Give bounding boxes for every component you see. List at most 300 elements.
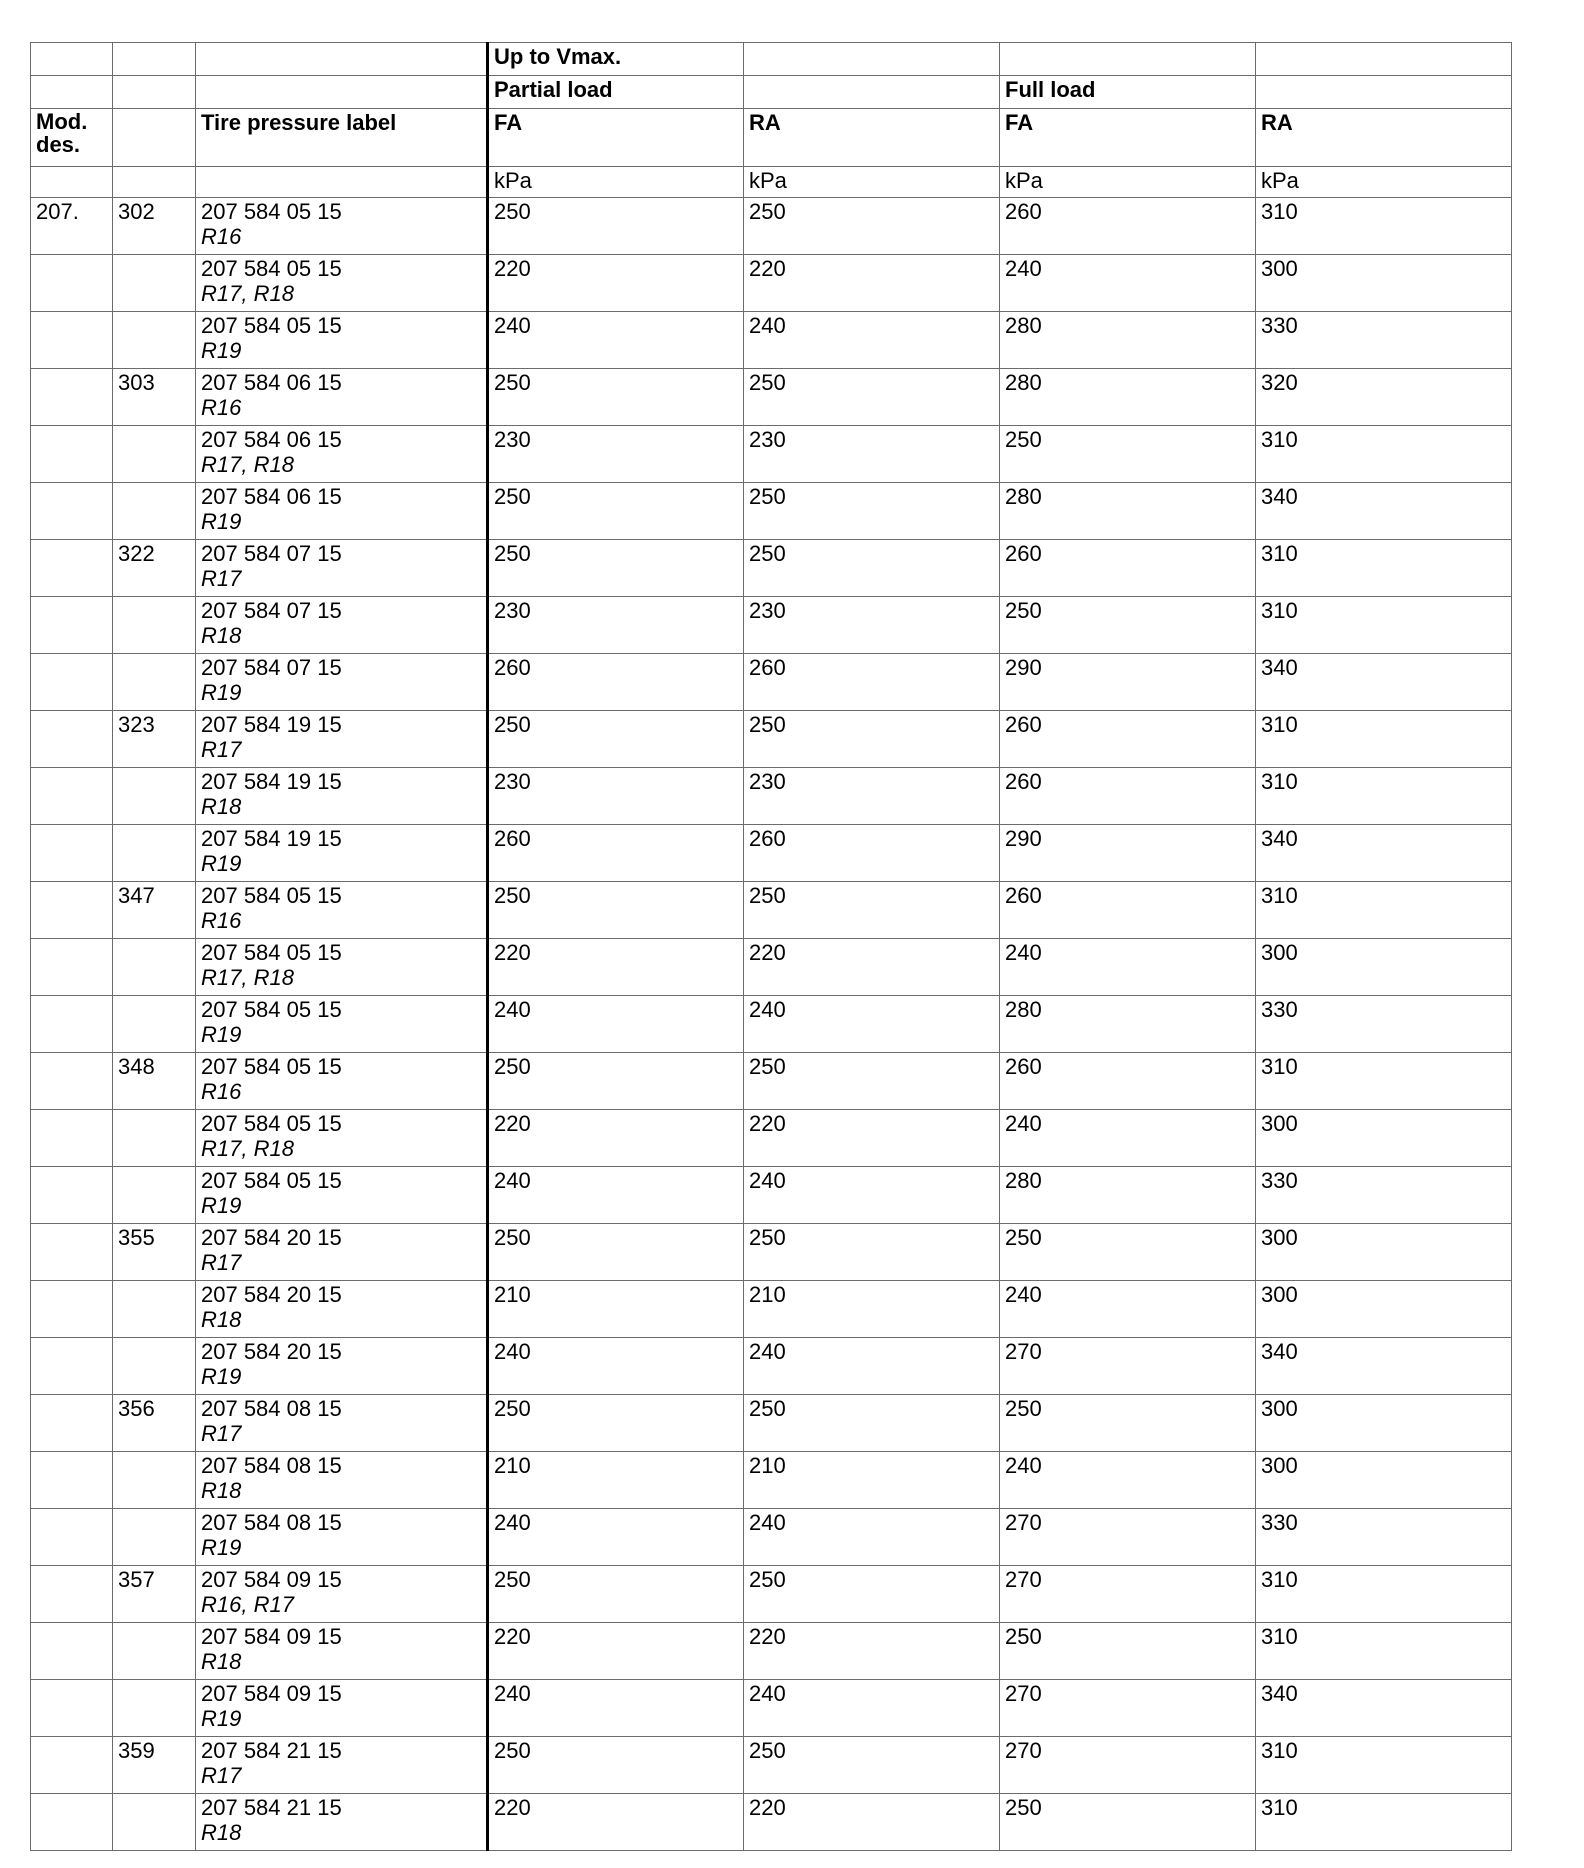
full-ra-cell: 310: [1256, 198, 1512, 255]
label-cell: [196, 540, 488, 597]
table-row: [31, 1737, 1512, 1794]
full-fa-cell: 260: [1000, 711, 1256, 768]
partial-fa-cell: 260: [488, 825, 744, 882]
label-cell: [196, 768, 488, 825]
full-ra-cell: 340: [1256, 483, 1512, 540]
full-fa-cell: 250: [1000, 426, 1256, 483]
partial-fa-cell: 240: [488, 1680, 744, 1737]
rim-size: R19: [201, 1193, 242, 1218]
partial-ra-cell: 260: [744, 654, 1000, 711]
label-number: 207 584 05 15: [201, 1168, 342, 1193]
rim-size: R19: [201, 1706, 242, 1731]
partial-ra-cell: 250: [744, 1566, 1000, 1623]
variant-cell: 355: [113, 1224, 196, 1281]
header-cell-empty: [196, 167, 488, 198]
model-cell: [31, 1509, 113, 1566]
model-cell: [31, 597, 113, 654]
table-row: [31, 1167, 1512, 1224]
full-fa-cell: 260: [1000, 1053, 1256, 1110]
partial-fa-unit: kPa: [488, 167, 744, 198]
full-ra-cell: 300: [1256, 1452, 1512, 1509]
partial-ra-cell: 230: [744, 597, 1000, 654]
full-fa-cell: 240: [1000, 1110, 1256, 1167]
partial-ra-cell: 220: [744, 1110, 1000, 1167]
model-cell: [31, 1794, 113, 1851]
full-load-header: Full load: [1000, 76, 1256, 109]
label-number: 207 584 05 15: [201, 940, 342, 965]
rim-size: R18: [201, 794, 242, 819]
rim-size: R16: [201, 395, 242, 420]
variant-cell: [113, 1167, 196, 1224]
table-row: [31, 483, 1512, 540]
label-cell: [196, 597, 488, 654]
variant-cell: [113, 1452, 196, 1509]
label-cell: [196, 711, 488, 768]
header-cell-empty: [113, 76, 196, 109]
header-row-columns: [31, 109, 1512, 167]
header-cell-empty: [113, 109, 196, 167]
variant-cell: [113, 1680, 196, 1737]
full-fa-cell: 240: [1000, 939, 1256, 996]
rim-size: R16: [201, 908, 242, 933]
rim-size: R18: [201, 623, 242, 648]
partial-ra-cell: 240: [744, 312, 1000, 369]
full-fa-header: FA: [1000, 109, 1256, 167]
model-cell: [31, 1737, 113, 1794]
variant-cell: [113, 939, 196, 996]
label-cell: [196, 1737, 488, 1794]
variant-cell: 348: [113, 1053, 196, 1110]
full-ra-cell: 310: [1256, 768, 1512, 825]
label-number: 207 584 05 15: [201, 313, 342, 338]
model-cell: [31, 882, 113, 939]
mod-des-header: Mod. des.: [31, 109, 113, 167]
label-cell: [196, 1509, 488, 1566]
rim-size: R17: [201, 1421, 242, 1446]
full-fa-cell: 250: [1000, 597, 1256, 654]
partial-fa-cell: 230: [488, 768, 744, 825]
label-number: 207 584 06 15: [201, 427, 342, 452]
partial-ra-cell: 240: [744, 1338, 1000, 1395]
partial-fa-cell: 250: [488, 198, 744, 255]
partial-ra-cell: 220: [744, 1623, 1000, 1680]
table-row: [31, 369, 1512, 426]
table-row: [31, 1395, 1512, 1452]
table-row: [31, 1566, 1512, 1623]
model-cell: [31, 483, 113, 540]
rim-size: R19: [201, 1022, 242, 1047]
table-row: [31, 597, 1512, 654]
header-row-units: [31, 167, 1512, 198]
table-row: [31, 1110, 1512, 1167]
label-cell: [196, 198, 488, 255]
variant-cell: [113, 654, 196, 711]
rim-size: R17, R18: [201, 452, 294, 477]
full-ra-cell: 330: [1256, 1509, 1512, 1566]
full-fa-cell: 270: [1000, 1737, 1256, 1794]
full-ra-cell: 340: [1256, 825, 1512, 882]
partial-fa-cell: 250: [488, 1395, 744, 1452]
partial-ra-cell: 230: [744, 426, 1000, 483]
label-number: 207 584 19 15: [201, 769, 342, 794]
full-fa-cell: 250: [1000, 1224, 1256, 1281]
full-ra-cell: 310: [1256, 1053, 1512, 1110]
full-ra-cell: 330: [1256, 996, 1512, 1053]
model-cell: [31, 540, 113, 597]
partial-fa-cell: 240: [488, 996, 744, 1053]
partial-fa-cell: 250: [488, 1053, 744, 1110]
label-number: 207 584 05 15: [201, 883, 342, 908]
partial-ra-cell: 240: [744, 1167, 1000, 1224]
full-ra-cell: 300: [1256, 1224, 1512, 1281]
full-ra-cell: 300: [1256, 1395, 1512, 1452]
partial-ra-unit: kPa: [744, 167, 1000, 198]
full-ra-cell: 320: [1256, 369, 1512, 426]
label-cell: [196, 426, 488, 483]
full-fa-cell: 260: [1000, 540, 1256, 597]
variant-cell: [113, 483, 196, 540]
label-cell: [196, 882, 488, 939]
model-cell: [31, 1680, 113, 1737]
label-number: 207 584 05 15: [201, 1054, 342, 1079]
rim-size: R19: [201, 680, 242, 705]
table-row: [31, 426, 1512, 483]
label-number: 207 584 20 15: [201, 1339, 342, 1364]
table-row: [31, 939, 1512, 996]
tire-pressure-label-header: Tire pressure label: [196, 109, 488, 167]
partial-load-header: Partial load: [488, 76, 744, 109]
model-cell: 207.: [31, 198, 113, 255]
label-cell: [196, 1623, 488, 1680]
variant-cell: [113, 768, 196, 825]
partial-ra-cell: 220: [744, 939, 1000, 996]
label-number: 207 584 08 15: [201, 1396, 342, 1421]
table-row: [31, 1338, 1512, 1395]
full-fa-cell: 250: [1000, 1623, 1256, 1680]
partial-ra-cell: 250: [744, 1395, 1000, 1452]
variant-cell: [113, 1794, 196, 1851]
partial-ra-cell: 250: [744, 1224, 1000, 1281]
label-cell: [196, 1395, 488, 1452]
full-ra-cell: 330: [1256, 1167, 1512, 1224]
partial-fa-cell: 240: [488, 312, 744, 369]
model-cell: [31, 1281, 113, 1338]
label-number: 207 584 07 15: [201, 541, 342, 566]
variant-cell: [113, 996, 196, 1053]
partial-fa-cell: 250: [488, 369, 744, 426]
partial-ra-cell: 260: [744, 825, 1000, 882]
variant-cell: 322: [113, 540, 196, 597]
rim-size: R17: [201, 1763, 242, 1788]
model-cell: [31, 996, 113, 1053]
label-cell: [196, 1110, 488, 1167]
label-number: 207 584 20 15: [201, 1225, 342, 1250]
variant-cell: [113, 1623, 196, 1680]
header-cell-empty: [1000, 43, 1256, 76]
label-number: 207 584 05 15: [201, 1111, 342, 1136]
full-fa-cell: 270: [1000, 1509, 1256, 1566]
model-cell: [31, 1167, 113, 1224]
label-cell: [196, 1053, 488, 1110]
partial-ra-cell: 250: [744, 1737, 1000, 1794]
partial-fa-cell: 220: [488, 1794, 744, 1851]
header-cell-empty: [1256, 43, 1512, 76]
full-ra-header: RA: [1256, 109, 1512, 167]
speed-range-header: Up to Vmax.: [488, 43, 744, 76]
partial-ra-cell: 230: [744, 768, 1000, 825]
header-row-speed: [31, 43, 1512, 76]
label-cell: [196, 255, 488, 312]
partial-ra-cell: 240: [744, 1509, 1000, 1566]
rim-size: R18: [201, 1820, 242, 1845]
full-ra-cell: 310: [1256, 1737, 1512, 1794]
partial-fa-cell: 220: [488, 1110, 744, 1167]
rim-size: R16: [201, 1079, 242, 1104]
partial-ra-cell: 210: [744, 1452, 1000, 1509]
table-row: [31, 1623, 1512, 1680]
full-fa-cell: 260: [1000, 768, 1256, 825]
partial-fa-cell: 230: [488, 426, 744, 483]
table-row: [31, 312, 1512, 369]
rim-size: R19: [201, 509, 242, 534]
table-row: [31, 711, 1512, 768]
table-row: [31, 768, 1512, 825]
variant-cell: [113, 1281, 196, 1338]
partial-ra-cell: 240: [744, 1680, 1000, 1737]
label-number: 207 584 21 15: [201, 1738, 342, 1763]
rim-size: R18: [201, 1478, 242, 1503]
label-cell: [196, 369, 488, 426]
full-fa-cell: 240: [1000, 1452, 1256, 1509]
header-cell-empty: [113, 167, 196, 198]
table-row: [31, 1053, 1512, 1110]
partial-fa-cell: 240: [488, 1167, 744, 1224]
table-row: [31, 654, 1512, 711]
label-number: 207 584 07 15: [201, 598, 342, 623]
rim-size: R18: [201, 1307, 242, 1332]
variant-cell: [113, 825, 196, 882]
table-row: [31, 1281, 1512, 1338]
model-cell: [31, 1452, 113, 1509]
label-number: 207 584 09 15: [201, 1624, 342, 1649]
partial-ra-cell: 240: [744, 996, 1000, 1053]
full-fa-cell: 280: [1000, 312, 1256, 369]
partial-fa-cell: 250: [488, 1566, 744, 1623]
partial-ra-cell: 250: [744, 483, 1000, 540]
rim-size: R19: [201, 1535, 242, 1560]
full-ra-cell: 310: [1256, 882, 1512, 939]
full-fa-cell: 280: [1000, 369, 1256, 426]
model-cell: [31, 1566, 113, 1623]
table-row: [31, 1794, 1512, 1851]
label-number: 207 584 20 15: [201, 1282, 342, 1307]
header-cell-empty: [31, 167, 113, 198]
partial-ra-cell: 250: [744, 369, 1000, 426]
full-ra-cell: 300: [1256, 939, 1512, 996]
partial-ra-cell: 250: [744, 540, 1000, 597]
partial-fa-cell: 250: [488, 1737, 744, 1794]
model-cell: [31, 1053, 113, 1110]
full-fa-cell: 290: [1000, 825, 1256, 882]
header-cell-empty: [196, 43, 488, 76]
model-cell: [31, 1395, 113, 1452]
model-cell: [31, 825, 113, 882]
label-cell: [196, 1566, 488, 1623]
header-row-load: [31, 76, 1512, 109]
partial-fa-cell: 220: [488, 255, 744, 312]
full-ra-cell: 310: [1256, 540, 1512, 597]
rim-size: R17, R18: [201, 1136, 294, 1161]
partial-ra-cell: 250: [744, 198, 1000, 255]
table-row: [31, 825, 1512, 882]
label-cell: [196, 1680, 488, 1737]
label-cell: [196, 312, 488, 369]
label-number: 207 584 07 15: [201, 655, 342, 680]
full-ra-cell: 300: [1256, 255, 1512, 312]
rim-size: R19: [201, 1364, 242, 1389]
partial-ra-cell: 210: [744, 1281, 1000, 1338]
variant-cell: 302: [113, 198, 196, 255]
full-ra-cell: 310: [1256, 426, 1512, 483]
full-ra-cell: 310: [1256, 711, 1512, 768]
full-fa-cell: 280: [1000, 1167, 1256, 1224]
partial-fa-cell: 250: [488, 540, 744, 597]
partial-fa-cell: 210: [488, 1281, 744, 1338]
full-fa-cell: 270: [1000, 1566, 1256, 1623]
label-number: 207 584 08 15: [201, 1510, 342, 1535]
full-ra-cell: 300: [1256, 1110, 1512, 1167]
variant-cell: [113, 426, 196, 483]
rim-size: R16: [201, 224, 242, 249]
table-row: [31, 1452, 1512, 1509]
label-number: 207 584 21 15: [201, 1795, 342, 1820]
header-cell-empty: [1256, 76, 1512, 109]
partial-fa-cell: 220: [488, 1623, 744, 1680]
variant-cell: [113, 255, 196, 312]
label-number: 207 584 06 15: [201, 484, 342, 509]
variant-cell: 303: [113, 369, 196, 426]
model-cell: [31, 1623, 113, 1680]
partial-fa-cell: 230: [488, 597, 744, 654]
partial-ra-header: RA: [744, 109, 1000, 167]
rim-size: R17: [201, 737, 242, 762]
full-ra-cell: 340: [1256, 1338, 1512, 1395]
variant-cell: [113, 597, 196, 654]
partial-fa-cell: 250: [488, 711, 744, 768]
full-ra-cell: 340: [1256, 654, 1512, 711]
tire-pressure-table: [30, 42, 1512, 1851]
model-cell: [31, 711, 113, 768]
partial-ra-cell: 250: [744, 882, 1000, 939]
model-cell: [31, 654, 113, 711]
label-cell: [196, 1452, 488, 1509]
full-fa-cell: 240: [1000, 1281, 1256, 1338]
rim-size: R19: [201, 851, 242, 876]
label-cell: [196, 1338, 488, 1395]
header-cell-empty: [744, 76, 1000, 109]
model-cell: [31, 426, 113, 483]
variant-cell: [113, 1110, 196, 1167]
header-cell-empty: [196, 76, 488, 109]
full-fa-cell: 270: [1000, 1338, 1256, 1395]
label-number: 207 584 08 15: [201, 1453, 342, 1478]
label-number: 207 584 05 15: [201, 199, 342, 224]
partial-fa-cell: 250: [488, 483, 744, 540]
label-number: 207 584 19 15: [201, 826, 342, 851]
partial-ra-cell: 250: [744, 711, 1000, 768]
label-cell: [196, 1794, 488, 1851]
label-number: 207 584 05 15: [201, 256, 342, 281]
model-cell: [31, 255, 113, 312]
full-fa-cell: 280: [1000, 483, 1256, 540]
full-ra-cell: 340: [1256, 1680, 1512, 1737]
label-number: 207 584 05 15: [201, 997, 342, 1022]
partial-fa-header: FA: [488, 109, 744, 167]
label-number: 207 584 06 15: [201, 370, 342, 395]
model-cell: [31, 939, 113, 996]
rim-size: R19: [201, 338, 242, 363]
table-row: [31, 1509, 1512, 1566]
label-cell: [196, 483, 488, 540]
partial-fa-cell: 240: [488, 1338, 744, 1395]
model-cell: [31, 1338, 113, 1395]
variant-cell: 347: [113, 882, 196, 939]
header-cell-empty: [113, 43, 196, 76]
header-cell-empty: [744, 43, 1000, 76]
full-fa-cell: 290: [1000, 654, 1256, 711]
partial-fa-cell: 250: [488, 882, 744, 939]
full-fa-unit: kPa: [1000, 167, 1256, 198]
table-row: [31, 255, 1512, 312]
label-cell: [196, 1167, 488, 1224]
full-ra-unit: kPa: [1256, 167, 1512, 198]
variant-cell: [113, 312, 196, 369]
partial-fa-cell: 250: [488, 1224, 744, 1281]
table-row: [31, 1680, 1512, 1737]
partial-fa-cell: 220: [488, 939, 744, 996]
model-cell: [31, 312, 113, 369]
full-ra-cell: 310: [1256, 597, 1512, 654]
model-cell: [31, 369, 113, 426]
rim-size: R16, R17: [201, 1592, 294, 1617]
partial-fa-cell: 240: [488, 1509, 744, 1566]
full-ra-cell: 300: [1256, 1281, 1512, 1338]
full-fa-cell: 240: [1000, 255, 1256, 312]
rim-size: R18: [201, 1649, 242, 1674]
partial-ra-cell: 220: [744, 1794, 1000, 1851]
label-cell: [196, 1224, 488, 1281]
table-row: [31, 198, 1512, 255]
rim-size: R17, R18: [201, 281, 294, 306]
label-cell: [196, 996, 488, 1053]
full-ra-cell: 310: [1256, 1623, 1512, 1680]
full-fa-cell: 260: [1000, 198, 1256, 255]
header-cell-empty: [31, 76, 113, 109]
table-row: [31, 996, 1512, 1053]
partial-fa-cell: 210: [488, 1452, 744, 1509]
rim-size: R17: [201, 1250, 242, 1275]
variant-cell: 356: [113, 1395, 196, 1452]
variant-cell: 359: [113, 1737, 196, 1794]
label-cell: [196, 654, 488, 711]
full-ra-cell: 330: [1256, 312, 1512, 369]
full-fa-cell: 250: [1000, 1794, 1256, 1851]
partial-ra-cell: 250: [744, 1053, 1000, 1110]
variant-cell: [113, 1509, 196, 1566]
model-cell: [31, 1110, 113, 1167]
table-row: [31, 882, 1512, 939]
header-cell-empty: [31, 43, 113, 76]
